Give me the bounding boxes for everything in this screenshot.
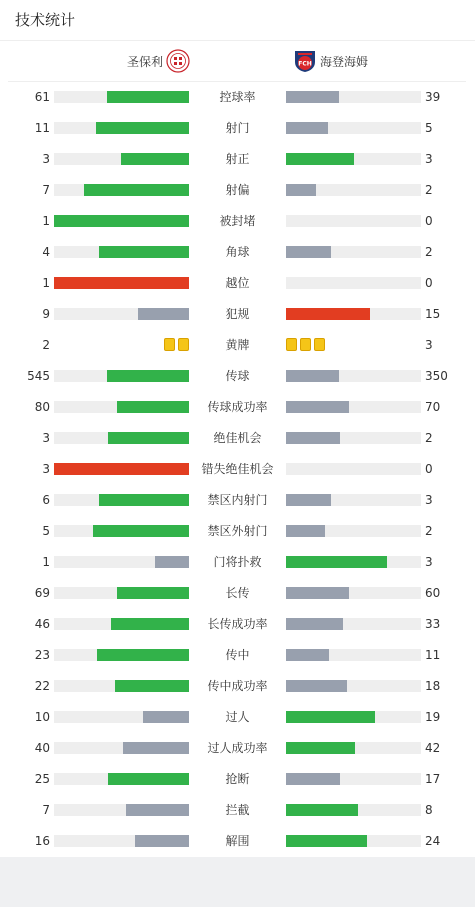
away-stat-value: 350 <box>425 369 448 383</box>
away-stat-value: 33 <box>425 617 441 631</box>
home-stat-bar-track <box>54 122 189 134</box>
away-stat-value: 70 <box>425 400 441 414</box>
home-stat-value: 3 <box>42 152 50 166</box>
home-stat-value: 3 <box>42 431 50 445</box>
home-stat-bar-track <box>54 711 189 723</box>
away-stat-bar-track <box>286 463 421 475</box>
home-stat-bar-fill <box>121 153 189 165</box>
home-stat-bar-track <box>54 556 189 568</box>
stat-row <box>0 213 475 229</box>
home-stat-bar-track <box>54 401 189 413</box>
home-stat-bar-fill <box>123 742 189 754</box>
stat-row <box>0 709 475 725</box>
stat-label: 传中 <box>225 648 250 662</box>
home-stat-bar-fill <box>115 680 189 692</box>
away-stat-value: 3 <box>425 338 433 352</box>
away-team[interactable] <box>293 48 371 74</box>
away-stat-bar-fill <box>286 122 328 134</box>
away-stat-bar-track <box>286 494 421 506</box>
away-stat-value: 3 <box>425 493 433 507</box>
stat-label: 传球 <box>225 369 250 383</box>
yellow-card-icon <box>178 338 189 351</box>
stat-label: 角球 <box>225 245 250 259</box>
home-stat-bar-track <box>54 804 189 816</box>
home-stat-value: 69 <box>34 586 50 600</box>
page-title: 技术统计 <box>15 11 76 29</box>
away-stat-bar-track <box>286 401 421 413</box>
home-stat-value: 10 <box>34 710 50 724</box>
home-stat-bar-track <box>54 153 189 165</box>
away-stat-bar-fill <box>286 153 354 165</box>
home-stat-bar-fill <box>108 432 189 444</box>
away-stat-bar-track <box>286 525 421 537</box>
yellow-card-icon <box>300 338 311 351</box>
away-stat-bar-track <box>286 835 421 847</box>
home-stat-bar-fill <box>54 277 189 289</box>
away-stat-bar-fill <box>286 432 340 444</box>
stat-row <box>0 771 475 787</box>
stat-label: 禁区内射门 <box>207 493 268 507</box>
away-stat-bar-track <box>286 277 421 289</box>
away-stat-value: 3 <box>425 555 433 569</box>
home-stat-value: 545 <box>27 369 50 383</box>
home-stat-value: 1 <box>42 276 50 290</box>
home-stat-value: 40 <box>34 741 50 755</box>
stat-row <box>0 275 475 291</box>
st-pauli-crest-icon <box>166 49 190 73</box>
home-stat-value: 9 <box>42 307 50 321</box>
home-yellow-cards <box>164 338 189 351</box>
stat-row <box>0 492 475 508</box>
away-stat-bar-fill <box>286 401 349 413</box>
home-stat-value: 80 <box>34 400 50 414</box>
stat-row <box>0 523 475 539</box>
home-stat-bar-track <box>54 463 189 475</box>
divider <box>0 40 475 41</box>
home-stat-value: 2 <box>42 338 50 352</box>
away-stat-bar-track <box>286 742 421 754</box>
stat-label: 错失绝佳机会 <box>201 462 274 476</box>
away-stat-value: 11 <box>425 648 441 662</box>
away-stat-value: 0 <box>425 214 433 228</box>
away-stat-value: 39 <box>425 90 441 104</box>
home-stat-bar-track <box>54 370 189 382</box>
away-stat-bar-fill <box>286 246 331 258</box>
away-stat-bar-track <box>286 308 421 320</box>
stat-row <box>0 306 475 322</box>
home-stat-value: 4 <box>42 245 50 259</box>
home-stat-bar-fill <box>54 215 189 227</box>
away-stat-bar-track <box>286 432 421 444</box>
stat-row <box>0 151 475 167</box>
stat-label: 抢断 <box>225 772 250 786</box>
away-stat-value: 19 <box>425 710 441 724</box>
away-stat-value: 0 <box>425 276 433 290</box>
away-stat-bar-fill <box>286 184 316 196</box>
home-team[interactable] <box>124 48 190 74</box>
home-stat-bar-fill <box>96 122 189 134</box>
stat-row <box>0 647 475 663</box>
home-stat-bar-fill <box>54 463 189 475</box>
home-stat-value: 46 <box>34 617 50 631</box>
stat-label: 射门 <box>225 121 250 135</box>
away-stat-bar-track <box>286 773 421 785</box>
away-stat-bar-track <box>286 618 421 630</box>
home-stat-value: 5 <box>42 524 50 538</box>
away-stat-value: 5 <box>425 121 433 135</box>
home-stat-value: 11 <box>34 121 50 135</box>
stat-row <box>0 368 475 384</box>
away-stat-value: 3 <box>425 152 433 166</box>
stat-row <box>0 554 475 570</box>
stat-label: 射偏 <box>225 183 250 197</box>
home-stat-bar-track <box>54 618 189 630</box>
home-stat-bar-track <box>54 308 189 320</box>
yellow-card-icon <box>286 338 297 351</box>
home-stat-bar-track <box>54 835 189 847</box>
away-stat-bar-fill <box>286 91 339 103</box>
home-stat-value: 61 <box>34 90 50 104</box>
stat-label: 解围 <box>225 834 250 848</box>
stat-label: 门将扑救 <box>213 555 262 569</box>
home-stat-bar-track <box>54 773 189 785</box>
stat-row <box>0 120 475 136</box>
home-stat-bar-fill <box>99 494 189 506</box>
home-stat-bar-fill <box>117 401 189 413</box>
away-stat-value: 0 <box>425 462 433 476</box>
home-stat-value: 25 <box>34 772 50 786</box>
stat-row <box>0 337 475 353</box>
away-stat-bar-fill <box>286 773 340 785</box>
away-stat-bar-fill <box>286 835 367 847</box>
away-stat-bar-track <box>286 184 421 196</box>
home-stat-bar-fill <box>97 649 189 661</box>
stat-label: 控球率 <box>219 90 256 104</box>
home-stat-bar-fill <box>126 804 189 816</box>
away-stat-value: 17 <box>425 772 441 786</box>
away-stat-value: 2 <box>425 245 433 259</box>
away-stat-value: 2 <box>425 183 433 197</box>
away-stat-bar-fill <box>286 711 375 723</box>
home-stat-bar-track <box>54 277 189 289</box>
stat-label: 过人成功率 <box>207 741 268 755</box>
away-stat-bar-track <box>286 153 421 165</box>
away-stat-bar-track <box>286 649 421 661</box>
away-stat-bar-fill <box>286 308 370 320</box>
home-stat-bar-fill <box>108 773 189 785</box>
stat-row <box>0 244 475 260</box>
away-stat-bar-track <box>286 122 421 134</box>
stat-row <box>0 740 475 756</box>
home-stat-bar-track <box>54 432 189 444</box>
home-stat-value: 16 <box>34 834 50 848</box>
away-stat-value: 42 <box>425 741 441 755</box>
home-stat-value: 1 <box>42 555 50 569</box>
away-yellow-cards <box>286 338 325 351</box>
away-stat-value: 60 <box>425 586 441 600</box>
away-stat-bar-fill <box>286 587 349 599</box>
stat-row <box>0 430 475 446</box>
home-stat-bar-track <box>54 494 189 506</box>
stat-row <box>0 678 475 694</box>
home-stat-bar-track <box>54 525 189 537</box>
yellow-card-icon <box>314 338 325 351</box>
home-stat-bar-fill <box>84 184 189 196</box>
home-stat-bar-track <box>54 587 189 599</box>
away-stat-bar-track <box>286 711 421 723</box>
home-stat-value: 7 <box>42 803 50 817</box>
home-stat-bar-fill <box>155 556 189 568</box>
home-stat-bar-fill <box>135 835 189 847</box>
home-stat-bar-track <box>54 649 189 661</box>
away-stat-value: 8 <box>425 803 433 817</box>
home-stat-value: 6 <box>42 493 50 507</box>
away-stat-bar-fill <box>286 680 347 692</box>
home-stat-bar-fill <box>107 370 189 382</box>
home-stat-bar-fill <box>93 525 189 537</box>
stat-label: 被封堵 <box>219 214 256 228</box>
stat-label: 拦截 <box>225 803 250 817</box>
fch-heidenheim-crest-icon <box>293 49 317 73</box>
stat-label: 长传 <box>225 586 250 600</box>
stat-label: 黄牌 <box>225 338 250 352</box>
home-stat-bar-track <box>54 246 189 258</box>
stat-label: 越位 <box>225 276 250 290</box>
away-stat-value: 2 <box>425 431 433 445</box>
away-stat-value: 18 <box>425 679 441 693</box>
home-stat-bar-track <box>54 215 189 227</box>
away-stat-bar-track <box>286 556 421 568</box>
away-stat-bar-track <box>286 215 421 227</box>
stat-label: 过人 <box>225 710 250 724</box>
home-stat-bar-track <box>54 680 189 692</box>
stat-label: 传中成功率 <box>207 679 268 693</box>
home-stat-value: 3 <box>42 462 50 476</box>
home-stat-bar-fill <box>117 587 189 599</box>
away-stat-value: 2 <box>425 524 433 538</box>
away-stat-value: 24 <box>425 834 441 848</box>
stat-row <box>0 802 475 818</box>
home-stat-bar-fill <box>99 246 189 258</box>
stat-row <box>0 182 475 198</box>
away-stat-bar-track <box>286 587 421 599</box>
away-stat-bar-fill <box>286 494 331 506</box>
away-stat-value: 15 <box>425 307 441 321</box>
stat-row <box>0 89 475 105</box>
away-stat-bar-fill <box>286 618 343 630</box>
stat-label: 犯规 <box>225 307 250 321</box>
away-stat-bar-fill <box>286 742 355 754</box>
home-team-name: 圣保利 <box>126 54 163 69</box>
away-team-name: 海登海姆 <box>320 54 369 69</box>
home-stat-value: 7 <box>42 183 50 197</box>
away-stat-bar-fill <box>286 525 325 537</box>
away-stat-bar-track <box>286 680 421 692</box>
svg-text:FCH: FCH <box>298 60 312 68</box>
away-stat-bar-track <box>286 246 421 258</box>
stat-label: 长传成功率 <box>207 617 268 631</box>
away-stat-bar-fill <box>286 556 387 568</box>
stat-row <box>0 616 475 632</box>
stat-label: 传球成功率 <box>207 400 268 414</box>
home-stat-bar-fill <box>111 618 189 630</box>
stat-label: 射正 <box>225 152 250 166</box>
home-stat-bar-track <box>54 742 189 754</box>
home-stat-bar-track <box>54 91 189 103</box>
away-stat-bar-fill <box>286 370 339 382</box>
home-stat-bar-fill <box>138 308 189 320</box>
away-stat-bar-track <box>286 91 421 103</box>
stat-row <box>0 461 475 477</box>
stat-row <box>0 833 475 849</box>
home-stat-bar-track <box>54 184 189 196</box>
stat-row <box>0 399 475 415</box>
stat-label: 禁区外射门 <box>207 524 268 538</box>
away-stat-bar-fill <box>286 649 329 661</box>
stat-label: 绝佳机会 <box>213 431 262 445</box>
home-stat-value: 22 <box>34 679 50 693</box>
away-stat-bar-track <box>286 804 421 816</box>
divider <box>8 81 466 82</box>
stat-row <box>0 585 475 601</box>
home-stat-value: 23 <box>34 648 50 662</box>
home-stat-bar-fill <box>107 91 189 103</box>
home-stat-value: 1 <box>42 214 50 228</box>
home-stat-bar-fill <box>143 711 189 723</box>
away-stat-bar-track <box>286 370 421 382</box>
yellow-card-icon <box>164 338 175 351</box>
away-stat-bar-fill <box>286 804 358 816</box>
